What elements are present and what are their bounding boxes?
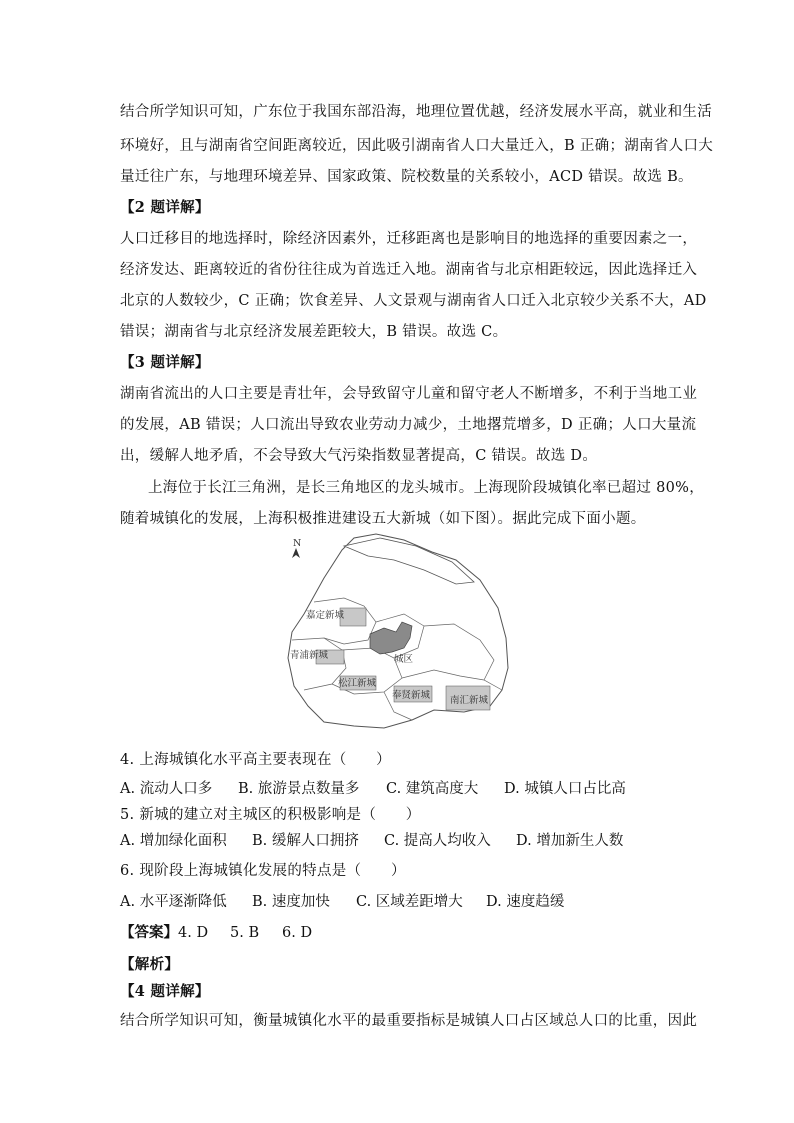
q5-option-b[interactable]: B. 缓解人口拥挤 <box>252 833 359 849</box>
p2-line-4: 错误；湖南省与北京经济发展差距较大，B 错误。故选 C。 <box>120 324 508 340</box>
p2-line-2: 经济发达、距离较近的省份往往成为首选迁入地。湖南省与北京相距较远，因此选择迁入 <box>120 262 698 278</box>
q4-option-c[interactable]: C. 建筑高度大 <box>386 781 479 797</box>
question-5-stem: 5. 新城的建立对主城区的积极影响是（ ） <box>120 807 421 823</box>
question-4-options <box>120 780 626 798</box>
q4-option-d[interactable]: D. 城镇人口占比高 <box>504 781 626 797</box>
p1-line-1: 结合所学知识可知，广东位于我国东部沿海，地理位置优越，经济发展水平高，就业和生活 <box>120 104 712 120</box>
question-6-stem: 6. 现阶段上海城镇化发展的特点是（ ） <box>120 863 406 879</box>
intro-line-2: 随着城镇化的发展，上海积极推进建设五大新城（如下图）。据此完成下面小题。 <box>120 511 646 527</box>
question-5-options <box>120 832 623 850</box>
analysis-label: 【解析】 <box>120 956 180 973</box>
map-label-nanhui: 南汇新城 <box>450 695 489 706</box>
north-arrow-icon <box>292 538 301 558</box>
q4-option-a[interactable]: A. 流动人口多 <box>120 781 213 797</box>
map-label-main-city: 城区 <box>394 654 414 665</box>
answer-4: 4. D <box>178 925 209 941</box>
answer-line <box>120 924 312 942</box>
p1-line-3: 量迁往广东，与地理环境差异、国家政策、院校数量的关系较小，ACD 错误。故选 B。 <box>120 169 693 185</box>
question-6-options <box>120 893 564 911</box>
map-label-qingpu: 青浦新城 <box>290 650 329 661</box>
p3-line-1: 湖南省流出的人口主要是青壮年，会导致留守儿童和留守老人不断增多，不利于当地工业 <box>120 386 698 402</box>
p3-line-3: 出，缓解人地矛盾，不会导致大气污染指数显著提高，C 错误。故选 D。 <box>120 448 598 464</box>
intro-line-1: 上海位于长江三角洲，是长三角地区的龙头城市。上海现阶段城镇化率已超过 80%， <box>148 480 705 496</box>
q6-option-d[interactable]: D. 速度趋缓 <box>486 894 565 910</box>
q6-option-c[interactable]: C. 区域差距增大 <box>356 894 463 910</box>
heading-q4: 【4 题详解】 <box>120 983 210 1000</box>
p2-line-3: 北京的人数较少，C 正确；饮食差异、人文景观与湖南省人口迁入北京较少关系不大，AD <box>120 293 707 309</box>
north-label: N <box>293 538 302 549</box>
q5-option-a[interactable]: A. 增加绿化面积 <box>120 833 227 849</box>
q5-option-c[interactable]: C. 提高人均收入 <box>384 833 491 849</box>
map-label-songjiang: 松江新城 <box>338 678 377 689</box>
map-label-fengxian: 奉贤新城 <box>392 690 431 701</box>
question-4-stem: 4. 上海城镇化水平高主要表现在（ ） <box>120 752 391 768</box>
heading-q2: 【2 题详解】 <box>120 199 210 216</box>
p3-line-2: 的发展，AB 错误；人口流出导致农业劳动力减少，土地撂荒增多，D 正确；人口大量流 <box>120 417 697 433</box>
p2-line-1: 人口迁移目的地选择时，除经济因素外，迁移距离也是影响目的地选择的重要因素之一， <box>120 231 698 247</box>
answer-label: 【答案】 <box>120 924 178 941</box>
heading-q3: 【3 题详解】 <box>120 354 210 371</box>
answer-5: 5. B <box>230 925 260 941</box>
shanghai-new-cities-map <box>284 530 514 742</box>
q5-option-d[interactable]: D. 增加新生人数 <box>516 833 624 849</box>
map-label-jiading: 嘉定新城 <box>306 610 345 621</box>
p1-line-2: 环境好，且与湖南省空间距离较近，因此吸引湖南省人口大量迁入，B 正确；湖南省人口大 <box>120 138 714 154</box>
q6-option-b[interactable]: B. 速度加快 <box>252 894 330 910</box>
q6-option-a[interactable]: A. 水平逐渐降低 <box>120 894 227 910</box>
p4-line-1: 结合所学知识可知，衡量城镇化水平的最重要指标是城镇人口占区域总人口的比重，因此 <box>120 1013 698 1029</box>
answer-6: 6. D <box>282 925 313 941</box>
q4-option-b[interactable]: B. 旅游景点数量多 <box>238 781 360 797</box>
